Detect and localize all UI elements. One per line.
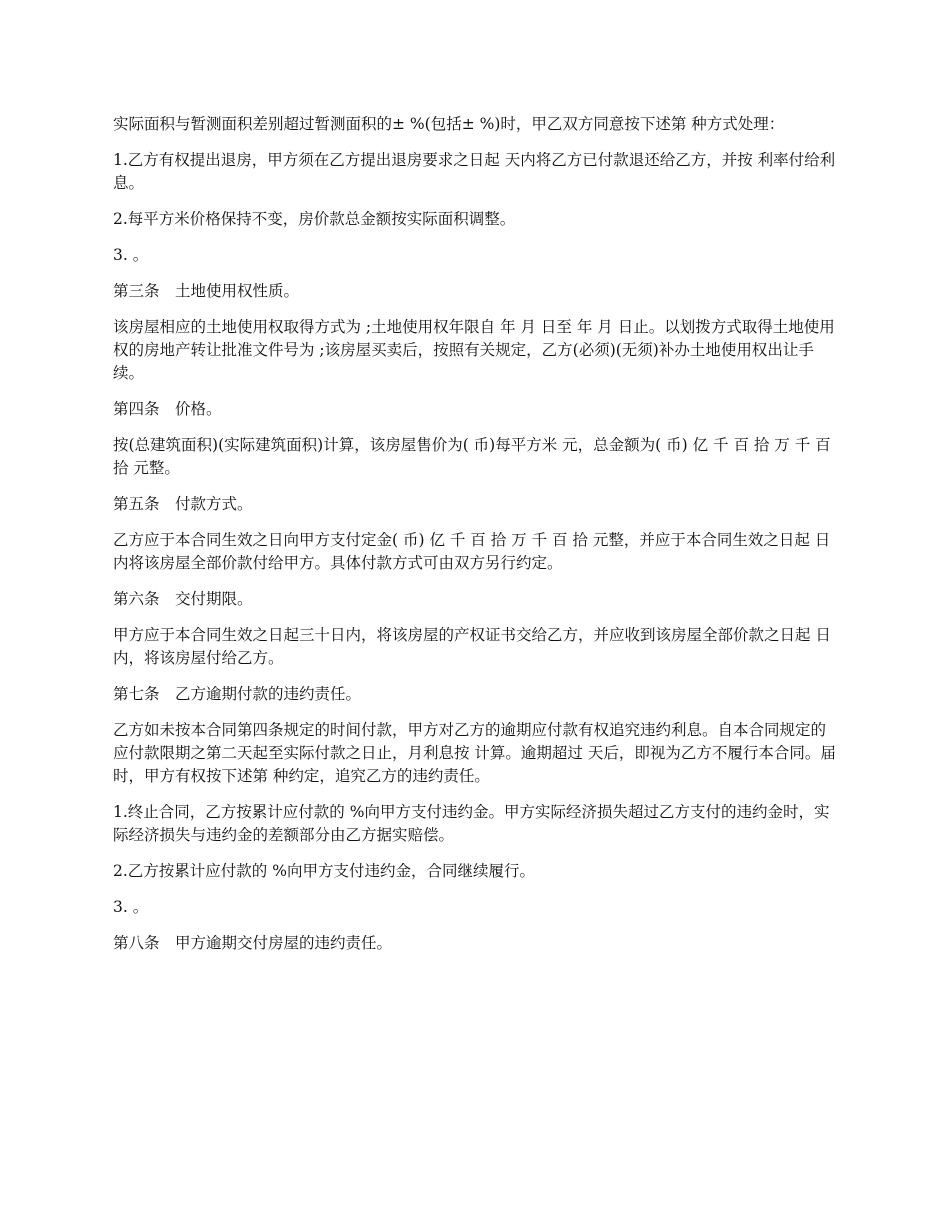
- document-page: [113, 113, 837, 968]
- article-3-heading: 第三条 土地使用权性质。: [113, 282, 300, 300]
- article-5-heading: 第五条 付款方式。: [113, 495, 253, 513]
- paragraph-land-use-rights: 该房屋相应的土地使用权取得方式为 ;土地使用权年限自 年 月 日至 年 月 日止。以划拨方式取得土地使用权的房地产转让批准文件号为 ;该房屋买卖后，按照有关规定，乙方(必须)(无须)补办土地使用权出让手续。: [113, 318, 835, 382]
- paragraph-option-2-adjust: 2.每平方米价格保持不变，房价款总金额按实际面积调整。: [113, 210, 516, 228]
- article-7-heading: 第七条 乙方逾期付款的违约责任。: [113, 685, 362, 703]
- paragraph-late-payment: 乙方如未按本合同第四条规定的时间付款，甲方对乙方的逾期应付款有权追究违约利息。自本合同规定的应付款限期之第二天起至实际付款之日止，月利息按 计算。逾期超过 天后，即视为乙方不履行本合同。届时，甲方有权按下述第 种约定，追究乙方的违约责任。: [113, 721, 836, 785]
- article-8-heading: 第八条 甲方逾期交付房屋的违约责任。: [113, 934, 393, 952]
- paragraph-option-3: 3. 。: [113, 246, 149, 264]
- paragraph-late-payment-option-1: 1.终止合同，乙方按累计应付款的 %向甲方支付违约金。甲方实际经济损失超过乙方支付的违约金时，实际经济损失与违约金的差额部分由乙方据实赔偿。: [113, 803, 830, 844]
- paragraph-area-difference: 实际面积与暂测面积差别超过暂测面积的± %(包括± %)时，甲乙双方同意按下述第 种方式处理：: [113, 115, 785, 133]
- paragraph-price: 按(总建筑面积)(实际建筑面积)计算，该房屋售价为( 币)每平方米 元，总金额为( 币) 亿 千 百 拾 万 千 百 拾 元整。: [113, 436, 836, 477]
- paragraph-delivery-deadline: 甲方应于本合同生效之日起三十日内，将该房屋的产权证书交给乙方，并应收到该房屋全部价款之日起 日内，将该房屋付给乙方。: [113, 626, 831, 667]
- article-6-heading: 第六条 交付期限。: [113, 590, 253, 608]
- article-4-heading: 第四条 价格。: [113, 400, 222, 418]
- paragraph-option-1-refund: 1.乙方有权提出退房，甲方须在乙方提出退房要求之日起 天内将乙方已付款退还给乙方，并按 利率付给利息。: [113, 151, 836, 192]
- paragraph-late-payment-option-3: 3. 。: [113, 898, 149, 916]
- paragraph-payment-method: 乙方应于本合同生效之日向甲方支付定金( 币) 亿 千 百 拾 万 千 百 拾 元整，并应于本合同生效之日起 日内将该房屋全部价款付给甲方。具体付款方式可由双方另行约定。: [113, 531, 831, 572]
- paragraph-late-payment-option-2: 2.乙方按累计应付款的 %向甲方支付违约金，合同继续履行。: [113, 862, 535, 880]
